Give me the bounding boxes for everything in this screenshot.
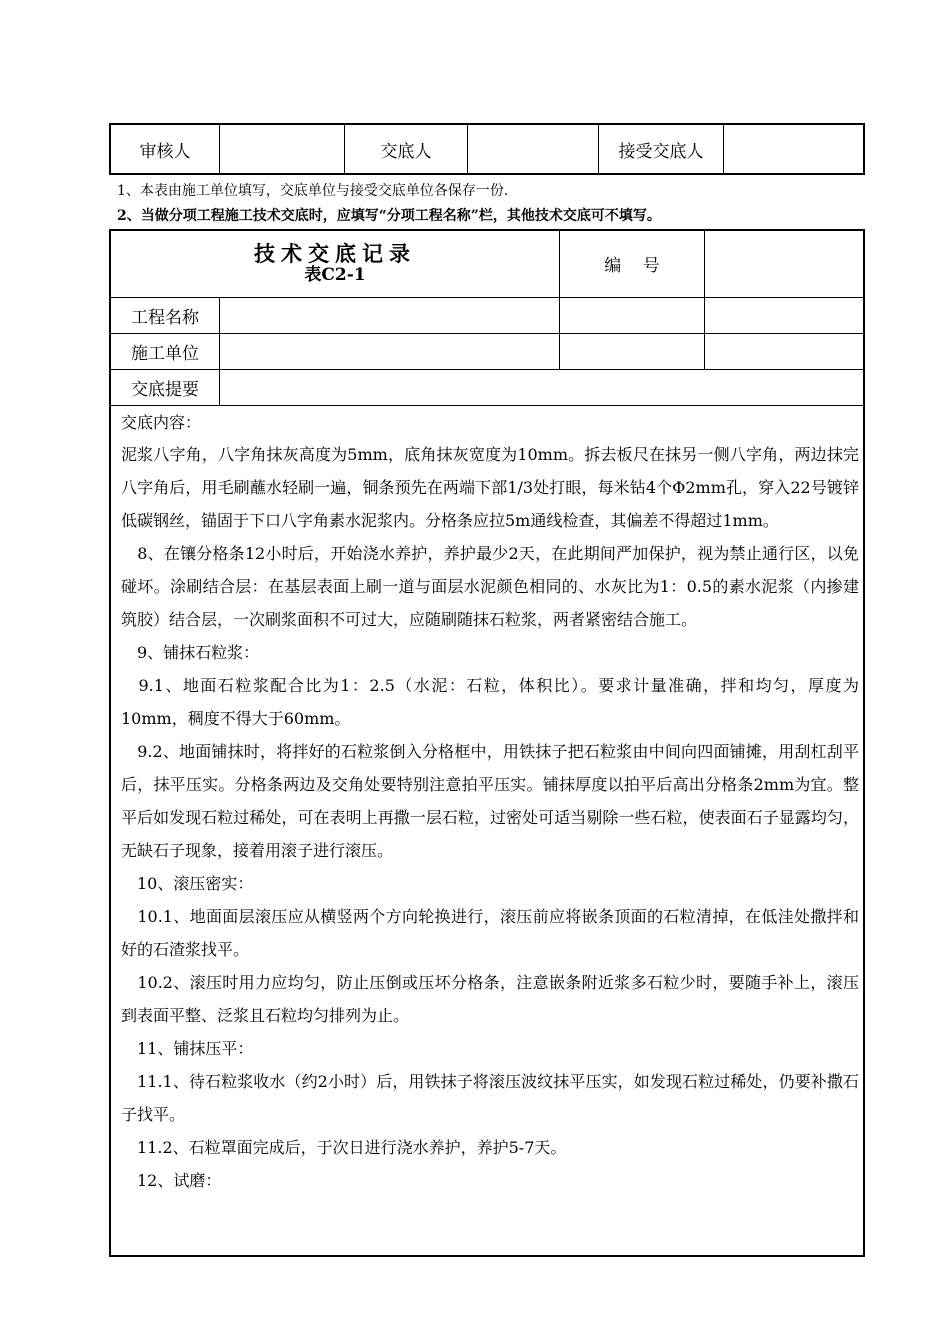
construction-unit-field[interactable] [220, 333, 560, 369]
content-paragraph: 9.1、地面石粒浆配合比为1：2.5（水泥：石粒，体积比）。要求计量准确，拌和均匀，厚度为10mm，稠度不得大于60mm。 [121, 675, 859, 728]
disclosure-record-table [109, 229, 865, 1257]
signature-table [109, 123, 865, 175]
form-header [110, 230, 560, 297]
content-paragraph: 10.2、滚压时用力应均匀，防止压倒或压坏分格条，注意嵌条附近浆多石粒少时，要随手补上，滚压到表面平整、泛浆且石粒均匀排列为止。 [121, 972, 859, 1025]
note-2: 2、当做分项工程施工技术交底时，应填写“分项工程名称”栏，其他技术交底可不填写。 [117, 208, 661, 224]
content-paragraph: 11.1、待石粒浆收水（约2小时）后，用铁抹子将滚压波纹抹平压实，如发现石粒过稀处，仍要补撒石子找平。 [121, 1071, 859, 1124]
form-title: 技术交底记录 [254, 240, 416, 266]
content-paragraph: 9、铺抹石粒浆： [121, 642, 260, 662]
summary-field[interactable] [220, 369, 865, 405]
reviewer-label: 审核人 [110, 124, 220, 174]
receiver-field[interactable] [724, 124, 865, 174]
content-paragraph: 10.1、地面面层滚压应从横竖两个方向轮换进行，滚压前应将嵌条顶面的石粒清掉，在低洼处撒拌和好的石渣浆找平。 [121, 906, 859, 959]
content-paragraph: 8、在镶分格条12小时后，开始浇水养护，养护最少2天，在此期间严加保护，视为禁止通行区，以免碰坏。涂刷结合层：在基层表面上刷一道与面层水泥颜色相同的、水灰比为1：0.5的素水泥浆（内掺建筑胶）结合层，一次刷浆面积不可过大，应随刷随抹石粒浆，两者紧密结合施工。 [121, 543, 859, 629]
reviewer-field[interactable] [220, 124, 345, 174]
presenter-label: 交底人 [345, 124, 468, 174]
note-1: 1、本表由施工单位填写，交底单位与接受交底单位各保存一份. [117, 183, 509, 199]
construction-unit-label: 施工单位 [110, 333, 220, 369]
construction-unit-extra-field-2[interactable] [705, 333, 865, 369]
project-name-extra-field[interactable] [560, 297, 705, 333]
content-paragraph: 泥浆八字角，八字角抹灰高度为5mm，底角抹灰宽度为10mm。拆去板尺在抹另一侧八字角，两边抹完八字角后，用毛刷蘸水轻刷一遍，铜条预先在两端下部1/3处打眼，每米钻4个Φ2mm孔，穿入22号镀锌低碳钢丝，锚固于下口八字角素水泥浆内。分格条应拉5m通线检查，其偏差不得超过1mm。 [121, 444, 859, 530]
content-paragraph: 10、滚压密实： [121, 873, 254, 893]
content-paragraph: 11.2、石粒罩面完成后，于次日进行浇水养护，养护5-7天。 [121, 1137, 567, 1157]
project-name-label: 工程名称 [110, 297, 220, 333]
number-field[interactable] [705, 230, 865, 297]
content-paragraph: 9.2、地面铺抹时，将拌好的石粒浆倒入分格框中，用铁抹子把石粒浆由中间向四面铺摊，用刮杠刮平后，抹平压实。分格条两边及交角处要特别注意拍平压实。铺抹厚度以拍平后高出分格条2mm为宜。整平后如发现石粒过稀处，可在表明上再撒一层石粒，过密处可适当剔除一些石粒，使表面石子显露均匀，无缺石子现象，接着用滚子进行滚压。 [121, 741, 859, 860]
receiver-label: 接受交底人 [599, 124, 724, 174]
project-name-field[interactable] [220, 297, 560, 333]
construction-unit-extra-field[interactable] [560, 333, 705, 369]
presenter-field[interactable] [468, 124, 599, 174]
form-number: 表C2-1 [304, 265, 366, 286]
content-cell [110, 405, 864, 1256]
content-paragraph: 11、铺抹压平： [121, 1038, 254, 1058]
content-paragraph: 12、试磨： [121, 1170, 222, 1190]
project-name-extra-field-2[interactable] [705, 297, 865, 333]
summary-label: 交底提要 [110, 369, 220, 405]
number-label: 编 号 [560, 230, 705, 297]
content-title: 交底内容： [121, 412, 202, 432]
